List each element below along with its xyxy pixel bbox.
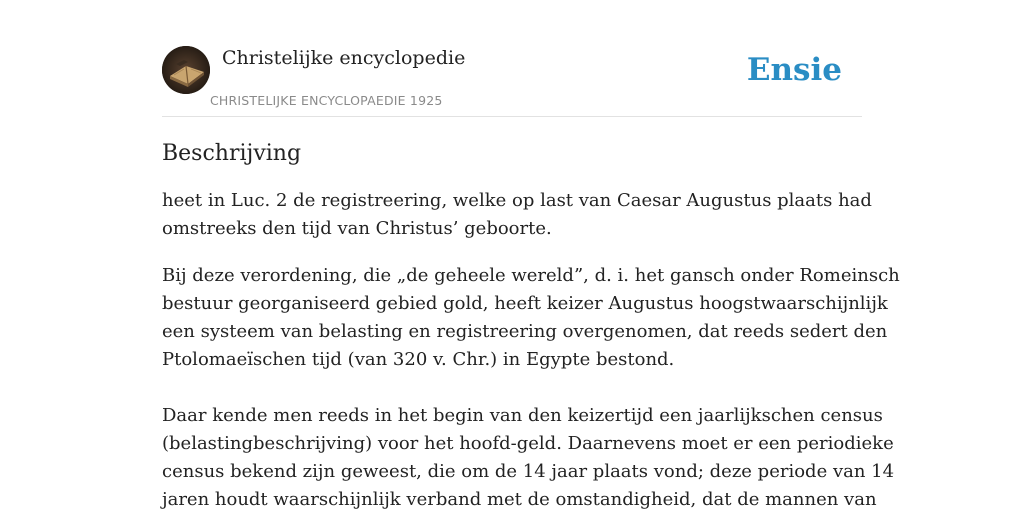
text-line: jaren houdt waarschijnlijk verband met de omstandigheid, dat de mannen van [162,489,877,510]
article [162,140,900,512]
text-line: een systeem van belasting en registreering overgenomen, dat reeds sedert den [162,321,888,342]
article-paragraph [162,187,872,243]
source-subtitle: CHRISTELIJKE ENCYCLOPAEDIE 1925 [210,93,443,108]
ensie-logo[interactable]: Ensie [746,52,842,88]
text-line: bestuur georganiseerd gebied gold, heeft keizer Augustus hoogstwaarschijnlijk [162,293,888,314]
book-avatar-icon[interactable] [162,46,210,94]
article-title: Beschrijving [162,141,302,166]
text-line: Bij deze verordening, die „de geheele wereld”, d. i. het gansch onder Romeinsch [162,265,900,286]
text-line: Daar kende men reeds in het begin van den keizertijd een jaarlijkschen census [162,405,883,426]
text-line: heet in Luc. 2 de registreering, welke op last van Caesar Augustus plaats had [162,190,872,211]
source-title[interactable]: Christelijke encyclopedie [222,47,466,69]
article-paragraph [162,262,900,374]
page-header [162,46,862,117]
article-paragraph [162,402,895,512]
text-line: census bekend zijn geweest, die om de 14 jaar plaats vond; deze periode van 14 [162,461,895,482]
text-line: Ptolomaeïschen tijd (van 320 v. Chr.) in Egypte bestond. [162,349,675,370]
text-line: omstreeks den tijd van Christus’ geboorte. [162,218,552,239]
text-line: (belastingbeschrijving) voor het hoofd-geld. Daarnevens moet er een periodieke [162,433,894,454]
